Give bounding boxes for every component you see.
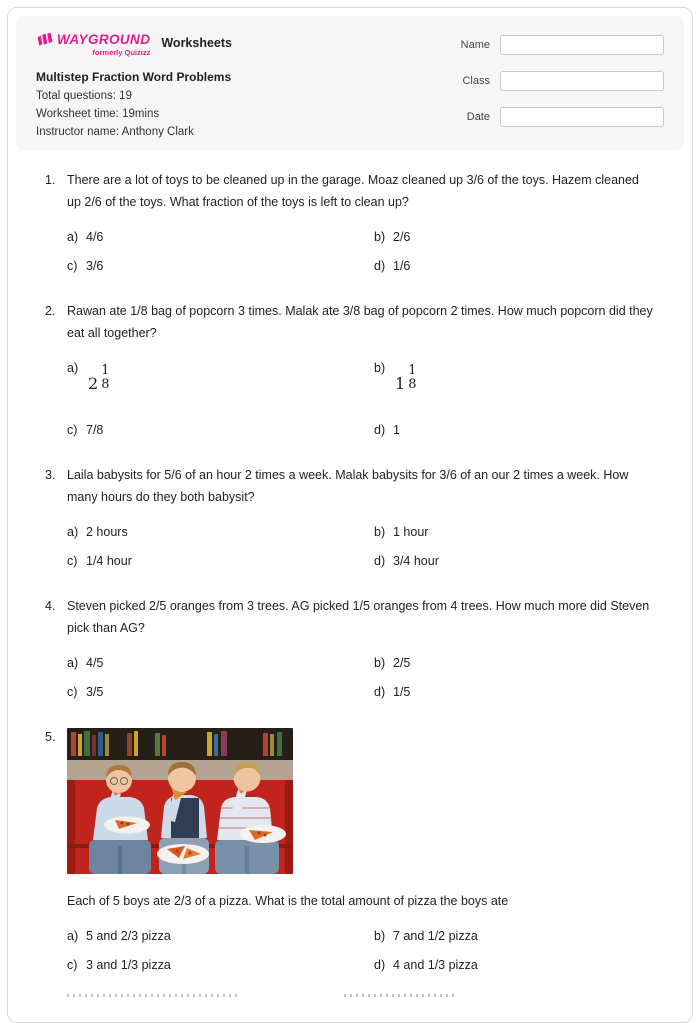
option-letter: d) <box>374 259 386 273</box>
fraction-numerator: 1 <box>408 363 417 378</box>
option-letter: b) <box>374 929 386 943</box>
option-c <box>67 421 374 440</box>
question-number: 2. <box>45 304 56 318</box>
wayground-wordmark: WAYGROUND <box>57 32 151 47</box>
option-letter: b) <box>374 525 386 539</box>
option-letter: a) <box>67 230 79 244</box>
fraction-denominator: 8 <box>101 377 110 392</box>
option-d <box>374 552 656 571</box>
option-text: 1 hour <box>393 525 429 539</box>
mixed-number <box>395 364 416 392</box>
question-body <box>67 595 656 702</box>
question-number: 4. <box>45 599 56 613</box>
name-input[interactable] <box>500 35 664 55</box>
worksheet-title: Multistep Fraction Word Problems <box>36 70 232 84</box>
option-a <box>67 359 374 411</box>
option-text: 4/6 <box>86 230 104 244</box>
options-grid <box>67 927 656 975</box>
fraction <box>408 364 416 392</box>
option-text: 2/5 <box>393 656 411 670</box>
student-fields <box>454 35 664 134</box>
option-text: 1/4 hour <box>86 554 132 568</box>
product-label: Worksheets <box>161 36 232 50</box>
question-item <box>45 464 656 571</box>
option-a <box>67 927 374 946</box>
question-body <box>67 464 656 571</box>
option-b <box>374 359 656 411</box>
option-letter: c) <box>67 685 78 699</box>
option-letter: b) <box>374 361 386 375</box>
option-text: 3/4 hour <box>393 554 439 568</box>
option-d <box>374 421 656 440</box>
option-letter: c) <box>67 423 78 437</box>
worksheet-page <box>7 7 693 1023</box>
worksheet-header <box>16 16 684 150</box>
fraction-denominator: 8 <box>408 377 417 392</box>
question-text: Steven picked 2/5 oranges from 3 trees. AG picked 1/5 oranges from 4 trees. How much more did Steven pick than AG? <box>67 599 650 635</box>
name-field-row <box>454 35 664 55</box>
fraction-numerator: 1 <box>101 363 110 378</box>
option-letter: a) <box>67 656 79 670</box>
option-text: 2 hours <box>86 525 128 539</box>
mixed-number <box>88 364 109 392</box>
option-letter: b) <box>374 230 386 244</box>
option-b <box>374 654 656 673</box>
date-field-label: Date <box>466 111 490 123</box>
option-letter: a) <box>67 361 79 375</box>
options-grid <box>67 359 656 440</box>
pizza-photo <box>67 728 293 874</box>
meta-total-questions: Total questions: 19 <box>36 90 132 102</box>
option-text: 7/8 <box>86 423 104 437</box>
options-grid <box>67 228 656 276</box>
option-b <box>374 228 656 247</box>
wayground-tagline: formerly Quizizz <box>92 48 151 57</box>
date-field-row <box>454 107 664 127</box>
meta-worksheet-time: Worksheet time: 19mins <box>36 108 160 120</box>
option-letter: d) <box>374 685 386 699</box>
wayground-logo-main <box>36 32 150 47</box>
option-text: 3/5 <box>86 685 104 699</box>
clipped-next-line-remnant <box>67 993 684 997</box>
option-a <box>67 228 374 247</box>
option-text: 2/6 <box>393 230 411 244</box>
question-text: Rawan ate 1/8 bag of popcorn 3 times. Malak ate 3/8 bag of popcorn 2 times. How much popcorn did they eat all together? <box>67 304 653 340</box>
option-text: 4/5 <box>86 656 104 670</box>
question-number: 1. <box>45 173 56 187</box>
options-grid <box>67 654 656 702</box>
question-list <box>16 150 684 975</box>
wayground-logo <box>36 32 150 57</box>
option-text: 4 and 1/3 pizza <box>393 958 478 972</box>
option-c <box>67 257 374 276</box>
option-a <box>67 654 374 673</box>
class-field-row <box>454 71 664 91</box>
option-c <box>67 552 374 571</box>
option-letter: c) <box>67 259 78 273</box>
option-d <box>374 683 656 702</box>
question-number: 3. <box>45 468 56 482</box>
option-text: 3 and 1/3 pizza <box>86 958 171 972</box>
option-letter: a) <box>67 929 79 943</box>
option-text: 3/6 <box>86 259 104 273</box>
question-item <box>45 595 656 702</box>
option-text: 1/5 <box>393 685 411 699</box>
fraction <box>101 364 109 392</box>
option-b <box>374 927 656 946</box>
question-body <box>67 169 656 276</box>
option-text: 1 <box>393 423 400 437</box>
wayground-logo-icon <box>36 32 54 47</box>
option-letter: d) <box>374 554 386 568</box>
brand-row <box>36 32 232 57</box>
meta-instructor-name: Instructor name: Anthony Clark <box>36 126 194 138</box>
option-b <box>374 523 656 542</box>
date-input[interactable] <box>500 107 664 127</box>
option-letter: d) <box>374 423 386 437</box>
class-field-label: Class <box>462 75 490 87</box>
option-letter: b) <box>374 656 386 670</box>
whole-number: 1 <box>395 373 406 393</box>
option-letter: d) <box>374 958 386 972</box>
question-body <box>67 726 656 975</box>
whole-number: 2 <box>88 373 99 393</box>
question-number: 5. <box>45 730 56 744</box>
question-body <box>67 300 656 440</box>
name-field-label: Name <box>460 39 490 51</box>
options-grid <box>67 523 656 571</box>
question-text: Each of 5 boys ate 2/3 of a pizza. What is the total amount of pizza the boys ate <box>67 894 509 908</box>
question-text: Laila babysits for 5/6 of an hour 2 times a week. Malak babysits for 3/6 of an our 2 times a week. How many hours do they both babysit? <box>67 468 629 504</box>
question-item <box>45 169 656 276</box>
option-letter: c) <box>67 554 78 568</box>
question-text: There are a lot of toys to be cleaned up in the garage. Moaz cleaned up 3/6 of the toys. Hazem cleaned up 2/6 of the toys. What fraction of the toys is left to clean up? <box>67 173 639 209</box>
option-a <box>67 523 374 542</box>
option-text: 5 and 2/3 pizza <box>86 929 171 943</box>
question-item <box>45 300 656 440</box>
option-c <box>67 956 374 975</box>
option-letter: c) <box>67 958 78 972</box>
option-text: 1/6 <box>393 259 411 273</box>
option-c <box>67 683 374 702</box>
option-text: 7 and 1/2 pizza <box>393 929 478 943</box>
header-left <box>36 32 232 138</box>
option-d <box>374 257 656 276</box>
question-item <box>45 726 656 975</box>
option-letter: a) <box>67 525 79 539</box>
option-d <box>374 956 656 975</box>
class-input[interactable] <box>500 71 664 91</box>
